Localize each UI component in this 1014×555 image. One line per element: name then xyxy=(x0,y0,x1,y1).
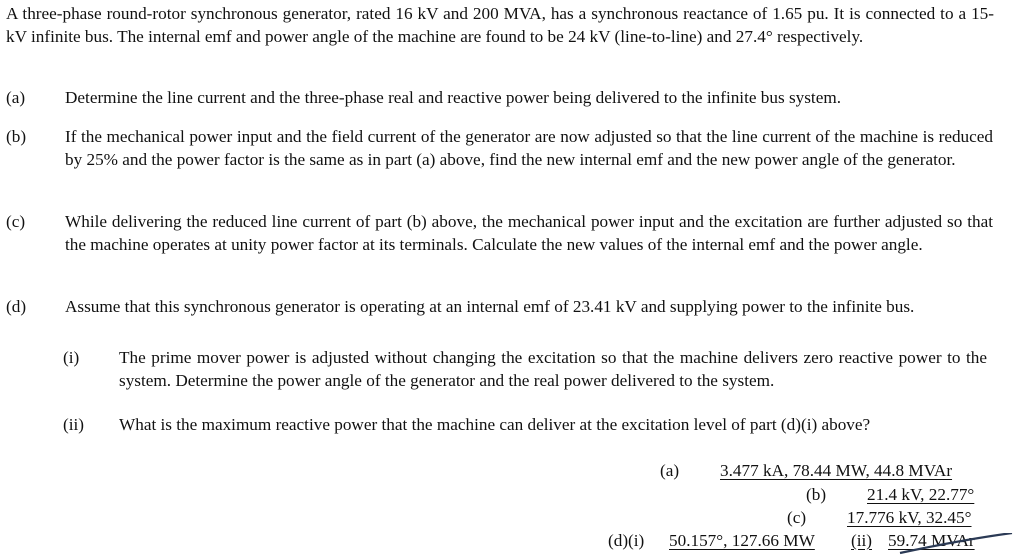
part-b-text: If the mechanical power input and the field current of the generator are now adjusted so that the line current of the machine is reduced by 25% and the power factor is the same as in part (a) above, find the new internal emf and the new power angle of the generator. xyxy=(65,127,993,169)
answer-a-label: (a) xyxy=(660,461,680,480)
part-a-text: Determine the line current and the three-phase real and reactive power being delivered to the infinite bus system. xyxy=(65,88,841,107)
answer-a-value: 3.477 kA, 78.44 MW, 44.8 MVAr xyxy=(720,461,953,480)
subpart-i-text: The prime mover power is adjusted without changing the excitation so that the machine delivers zero reactive power to the system. Determine the power angle of the generator and the real power delivered to the system. xyxy=(119,348,987,390)
part-d-label: (d) xyxy=(6,297,27,316)
problem-intro: A three-phase round-rotor synchronous generator, rated 16 kV and 200 MVA, has a synchronous reactance of 1.65 pu. It is connected to a 15-kV infinite bus. The internal emf and power angle of the machine are found to be 24 kV (line-to-line) and 27.4° respectively. xyxy=(6,4,994,46)
part-b-label: (b) xyxy=(6,127,27,146)
answer-c-value: 17.776 kV, 32.45° xyxy=(847,508,972,527)
part-c-text: While delivering the reduced line current of part (b) above, the mechanical power input and the excitation are further adjusted so that the machine operates at unity power factor at its terminals. Calculate the new values of the internal emf and the power angle. xyxy=(65,212,993,254)
answer-d-ii-value: 59.74 MVAr xyxy=(888,531,975,550)
part-d-text: Assume that this synchronous generator is operating at an internal emf of 23.41 kV and supplying power to the infinite bus. xyxy=(65,297,915,316)
answer-b-label: (b) xyxy=(806,485,827,504)
answer-c-label: (c) xyxy=(787,508,807,527)
subpart-i-label: (i) xyxy=(63,348,80,367)
part-a-label: (a) xyxy=(6,88,26,107)
part-c-label: (c) xyxy=(6,212,26,231)
answer-b-value: 21.4 kV, 22.77° xyxy=(867,485,975,504)
pen-stroke-path xyxy=(900,533,1012,553)
answer-d-value: 50.157°, 127.66 MW xyxy=(669,531,815,550)
pen-stroke-mark xyxy=(898,533,1014,555)
answer-d-label: (d)(i) xyxy=(608,531,645,550)
subpart-ii-label: (ii) xyxy=(63,415,84,434)
answer-d-ii-label: (ii) xyxy=(851,531,872,550)
subpart-ii-text: What is the maximum reactive power that the machine can deliver at the excitation level of part (d)(i) above? xyxy=(119,415,871,434)
